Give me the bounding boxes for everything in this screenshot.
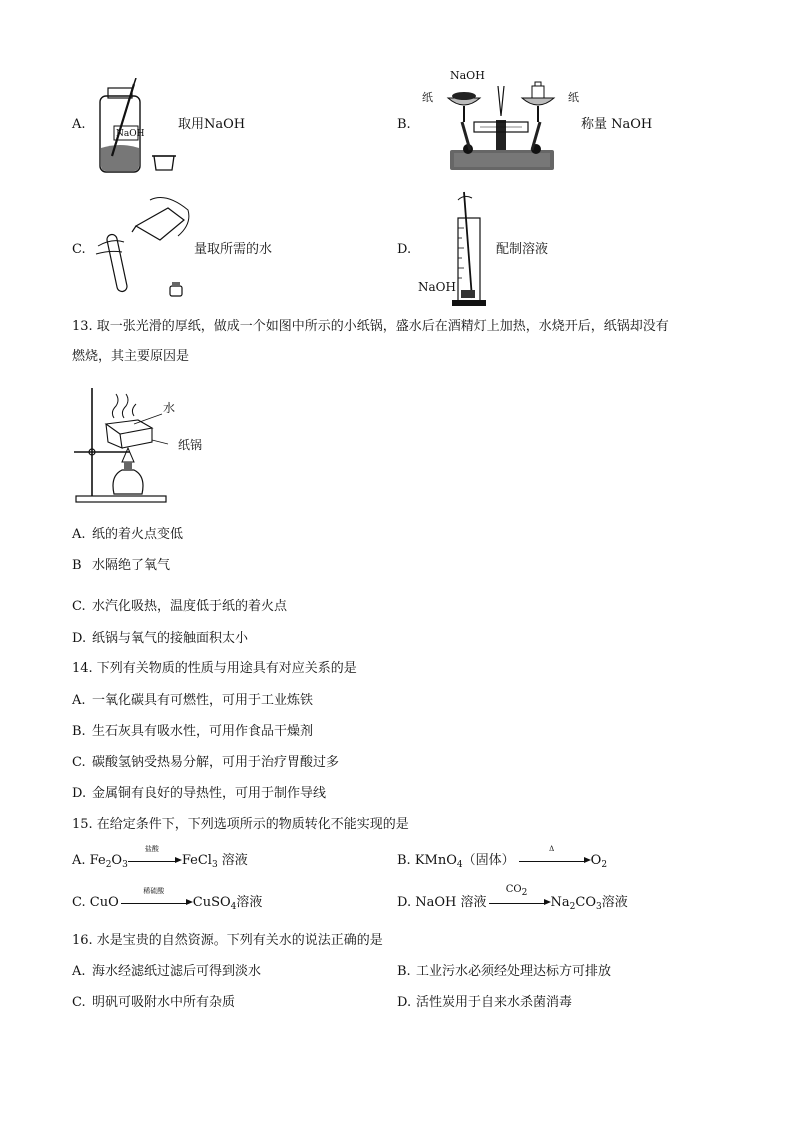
- q15-option-d-letter: D.: [397, 895, 412, 910]
- q14-option-d-letter: D.: [72, 786, 87, 801]
- q16-option-d-letter: D.: [397, 995, 412, 1010]
- q14-option-a-letter: A.: [72, 693, 86, 708]
- q13-option-b-letter: B: [72, 558, 82, 573]
- paper-pot-figure: [70, 384, 170, 506]
- q15-d-reactant: NaOH 溶液: [415, 895, 487, 910]
- q15-option-b: [397, 844, 608, 870]
- q13-option-c-letter: C.: [72, 599, 86, 614]
- q15-b-product: $O_2$: [590, 853, 608, 870]
- q15-option-d: [397, 883, 628, 912]
- reaction-arrow-icon: Δ: [519, 855, 591, 867]
- q13-option-d-text: 纸锅与氧气的接触面积太小: [92, 631, 249, 646]
- q16-option-a-text: 海水经滤纸过滤后可得到淡水: [92, 964, 262, 979]
- q13-stem-line2: 燃烧，其主要原因是: [72, 349, 190, 364]
- q14-option-a-text: 一氧化碳具有可燃性，可用于工业炼铁: [92, 693, 314, 708]
- q14-stem: 14. 下列有关物质的性质与用途具有对应关系的是: [72, 661, 357, 676]
- naoh-bottle-label: NaOH: [116, 129, 145, 139]
- balance-left-paper-label: 纸: [422, 91, 433, 104]
- balance-scale-figure: [440, 76, 562, 178]
- q15-option-a-letter: A.: [72, 853, 86, 868]
- q16-option-d-text: 活性炭用于自来水杀菌消毒: [416, 995, 573, 1010]
- q12-option-d-caption: 配制溶液: [496, 242, 549, 257]
- q15-a-reactant: $Fe_2O_3$: [89, 853, 128, 870]
- q15-option-b-letter: B.: [397, 853, 411, 868]
- q14-option-c-letter: C.: [72, 755, 86, 770]
- q15-c-product: CuSO$_4$溶液: [192, 895, 263, 912]
- cylinder-naoh-label: NaOH: [418, 280, 456, 294]
- q16-stem: 16. 水是宝贵的自然资源。下列有关水的说法正确的是: [72, 933, 383, 948]
- naoh-bottle-figure: [90, 78, 182, 176]
- q15-option-c-letter: C.: [72, 895, 86, 910]
- q16-option-b-text: 工业污水必须经处理达标方可排放: [416, 964, 612, 979]
- pot-paper-label: 纸锅: [178, 438, 203, 452]
- q12-option-b-caption: 称量 NaOH: [581, 117, 653, 132]
- q15-stem: 15. 在给定条件下，下列选项所示的物质转化不能实现的是: [72, 817, 409, 832]
- q13-option-d-letter: D.: [72, 631, 87, 646]
- q16-option-b-letter: B.: [397, 964, 411, 979]
- q16-option-a-letter: A.: [72, 964, 86, 979]
- reaction-arrow-icon: 盐酸: [128, 855, 182, 867]
- q12-option-a-letter: A.: [72, 117, 86, 132]
- q14-option-b-letter: B.: [72, 724, 86, 739]
- q15-c-reactant: CuO: [89, 895, 119, 910]
- q12-option-b-letter: B.: [397, 117, 411, 132]
- balance-naoh-label: NaOH: [450, 69, 485, 82]
- q14-option-b-text: 生石灰具有吸水性，可用作食品干燥剂: [92, 724, 314, 739]
- q13-option-a-letter: A.: [72, 527, 86, 542]
- q14-option-c-text: 碳酸氢钠受热易分解，可用于治疗胃酸过多: [92, 755, 340, 770]
- q13-option-c-text: 水汽化吸热，温度低于纸的着火点: [92, 599, 288, 614]
- q13-option-a-text: 纸的着火点变低: [92, 527, 184, 542]
- pot-water-label: 水: [163, 401, 176, 415]
- q15-d-product: $Na_2CO_3$溶液: [550, 895, 628, 912]
- q12-option-a-caption: 取用NaOH: [178, 117, 246, 132]
- reaction-arrow-icon: 稀硫酸: [121, 897, 193, 909]
- q16-option-c-text: 明矾可吸附水中所有杂质: [92, 995, 236, 1010]
- balance-right-paper-label: 纸: [568, 91, 579, 104]
- q15-a-product: FeCl$_3$ 溶液: [181, 853, 248, 870]
- q15-b-reactant: KMnO$_4$（固体）: [414, 853, 515, 870]
- q13-option-b-text: 水隔绝了氧气: [92, 558, 171, 573]
- pouring-water-figure: [94, 194, 198, 300]
- q15-option-a: [72, 844, 248, 870]
- q15-option-c: [72, 886, 263, 912]
- q12-option-c-caption: 量取所需的水: [194, 242, 273, 257]
- q16-option-c-letter: C.: [72, 995, 86, 1010]
- reaction-arrow-icon: $CO_2$: [489, 897, 551, 909]
- q13-stem-line1: 13. 取一张光滑的厚纸，做成一个如图中所示的小纸锅，盛水后在酒精灯上加热，水烧开后，纸锅却没有: [72, 319, 669, 334]
- q12-option-c-letter: C.: [72, 242, 86, 257]
- q14-option-d-text: 金属铜有良好的导热性，可用于制作导线: [92, 786, 327, 801]
- q12-option-d-letter: D.: [397, 242, 412, 257]
